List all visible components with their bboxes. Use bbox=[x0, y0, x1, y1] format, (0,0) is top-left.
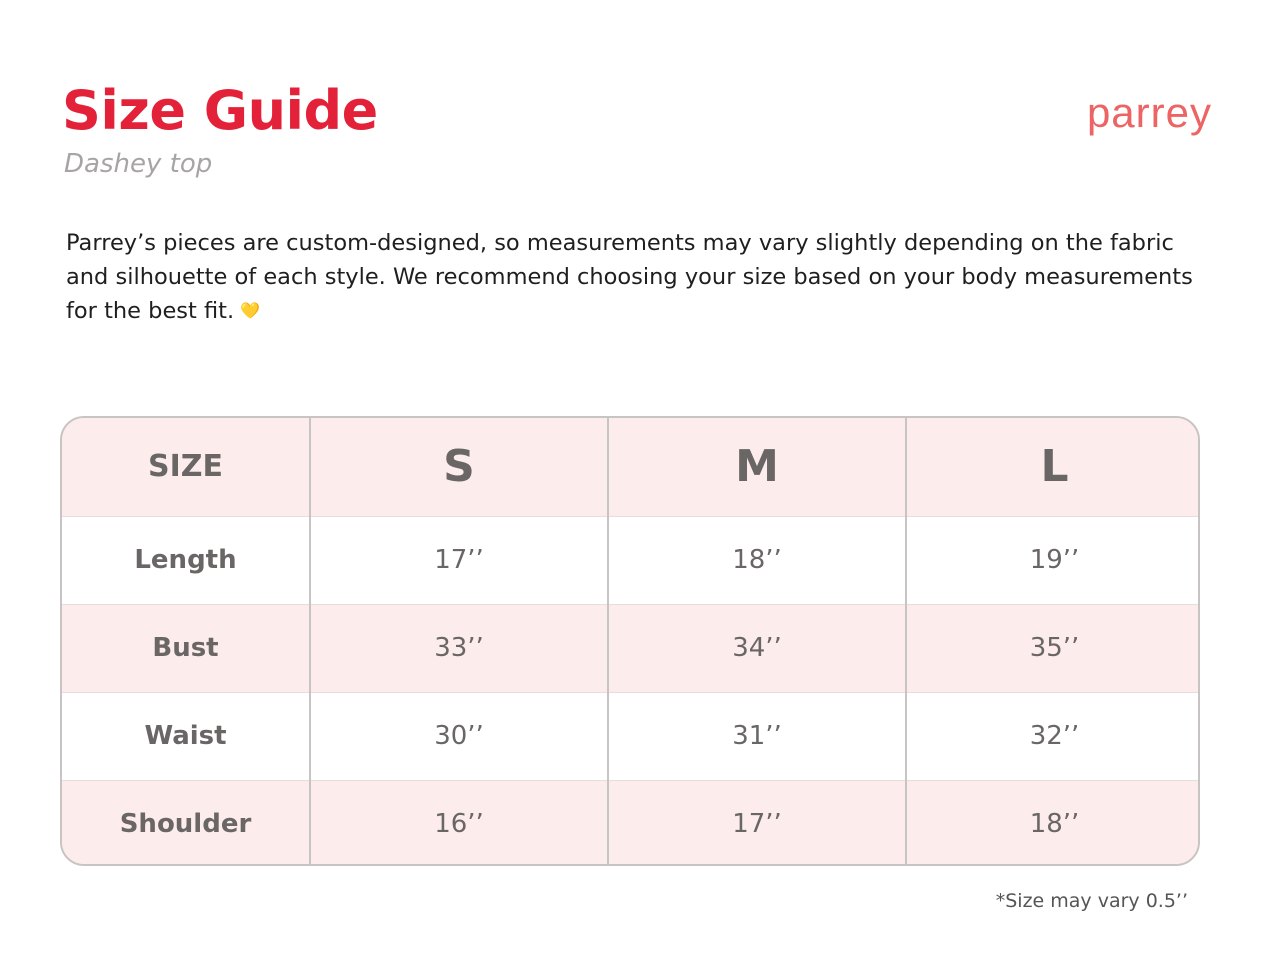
size-column-s: S bbox=[310, 418, 608, 516]
table-cell: 18’’ bbox=[906, 780, 1200, 866]
size-corner-label: SIZE bbox=[147, 449, 223, 485]
size-table-container bbox=[60, 416, 1200, 866]
row-label: Bust bbox=[62, 604, 310, 692]
size-column-m: M bbox=[608, 418, 906, 516]
size-footnote: *Size may vary 0.5’’ bbox=[995, 890, 1188, 912]
page-title: Size Guide bbox=[62, 79, 378, 142]
size-table bbox=[62, 418, 1200, 866]
intro-text: Parrey’s pieces are custom-designed, so measurements may vary slightly depending on the fabric and silhouette of each style. We recommend choosing your size based on your body measurements for the best fit. bbox=[66, 230, 1193, 324]
table-cell: 35’’ bbox=[906, 604, 1200, 692]
table-cell: 31’’ bbox=[608, 692, 906, 780]
table-cell: 18’’ bbox=[608, 516, 906, 604]
table-cell: 16’’ bbox=[310, 780, 608, 866]
table-header-row bbox=[62, 418, 1200, 516]
table-cell: 32’’ bbox=[906, 692, 1200, 780]
row-label: Waist bbox=[62, 692, 310, 780]
table-row-length bbox=[62, 516, 1200, 604]
brand-logo: parrey bbox=[1086, 89, 1212, 136]
size-column-l: L bbox=[906, 418, 1200, 516]
row-label: Shoulder bbox=[62, 780, 310, 866]
table-cell: 34’’ bbox=[608, 604, 906, 692]
table-cell: 17’’ bbox=[608, 780, 906, 866]
table-cell: 17’’ bbox=[310, 516, 608, 604]
table-row-bust bbox=[62, 604, 1200, 692]
table-cell: 33’’ bbox=[310, 604, 608, 692]
table-row-waist bbox=[62, 692, 1200, 780]
table-row-shoulder bbox=[62, 780, 1200, 866]
heart-icon: 💛 bbox=[240, 300, 261, 320]
table-cell: 30’’ bbox=[310, 692, 608, 780]
table-cell: 19’’ bbox=[906, 516, 1200, 604]
row-label: Length bbox=[62, 516, 310, 604]
intro-paragraph bbox=[66, 226, 1206, 329]
product-subtitle: Dashey top bbox=[64, 149, 213, 179]
